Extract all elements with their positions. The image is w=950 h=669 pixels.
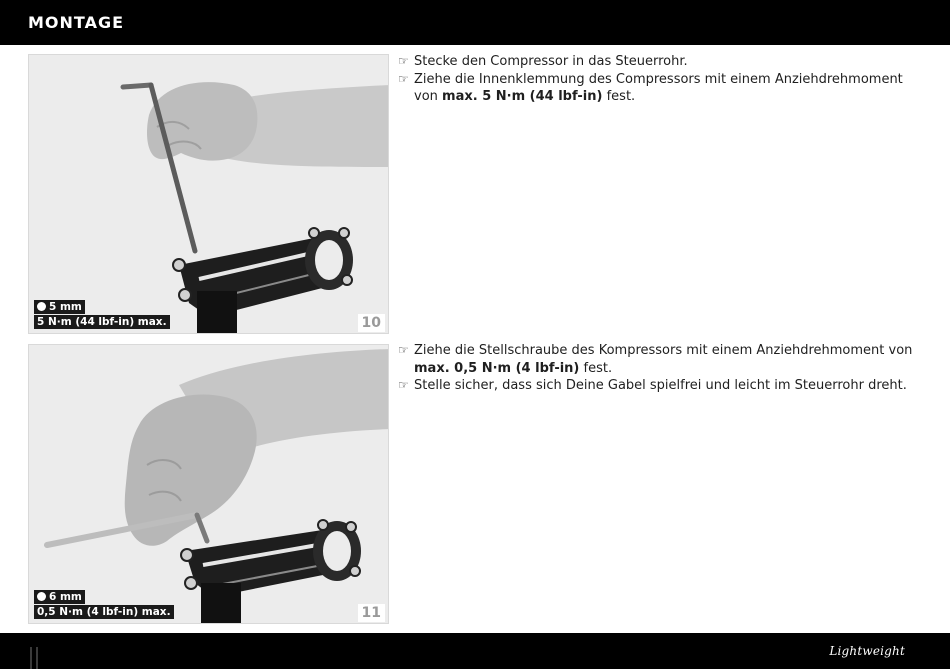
- page-footer: [0, 633, 950, 669]
- torque-label: 0,5 N·m (4 lbf-in) max.: [34, 605, 174, 619]
- figure-11-photo: [28, 344, 389, 624]
- figure-number: 11: [358, 604, 385, 622]
- brand-logo: Lightweight: [829, 644, 905, 658]
- hand-hex-key-adjust-illustration: [29, 345, 389, 624]
- tool-info-label: [34, 299, 170, 329]
- instructions-step-10: [398, 53, 918, 106]
- instruction-item: ☞ Ziehe die Stellschraube des Kompressors mit einem Anziehdrehmoment von max. 0,5 N·m (4 lbf-in) fest.: [398, 343, 913, 376]
- instruction-item: ☞ Stelle sicher, dass sich Deine Gabel spielfrei und leicht im Steuerrohr dreht.: [398, 378, 907, 393]
- tool-info-label: [34, 589, 174, 619]
- figure-10-photo: [28, 54, 389, 334]
- torque-value: max. 5 N·m (44 lbf-in): [442, 89, 603, 104]
- pointing-hand-icon: ☞: [398, 378, 409, 392]
- hex-key-icon: [37, 302, 46, 311]
- pointing-hand-icon: ☞: [398, 54, 409, 68]
- hex-key-icon: [37, 592, 46, 601]
- page-title: MONTAGE: [28, 13, 125, 32]
- page-marks: [30, 647, 40, 669]
- instruction-item: ☞ Ziehe die Innenklemmung des Compressors mit einem Anziehdrehmoment von max. 5 N·m (44 lbf-in) fest.: [398, 71, 903, 104]
- figure-number: 10: [358, 314, 385, 332]
- hand-hex-key-stem-illustration: [29, 55, 389, 334]
- instructions-step-11: [398, 342, 918, 395]
- pointing-hand-icon: ☞: [398, 343, 409, 357]
- pointing-hand-icon: ☞: [398, 71, 409, 86]
- instruction-item: ☞ Stecke den Compressor in das Steuerrohr.: [398, 54, 688, 69]
- torque-label: 5 N·m (44 lbf-in) max.: [34, 315, 170, 329]
- torque-value: max. 0,5 N·m (4 lbf-in): [414, 360, 580, 376]
- page-header: [0, 0, 950, 45]
- hex-size-label: 5 mm: [34, 300, 85, 314]
- hex-size-label: 6 mm: [34, 590, 85, 604]
